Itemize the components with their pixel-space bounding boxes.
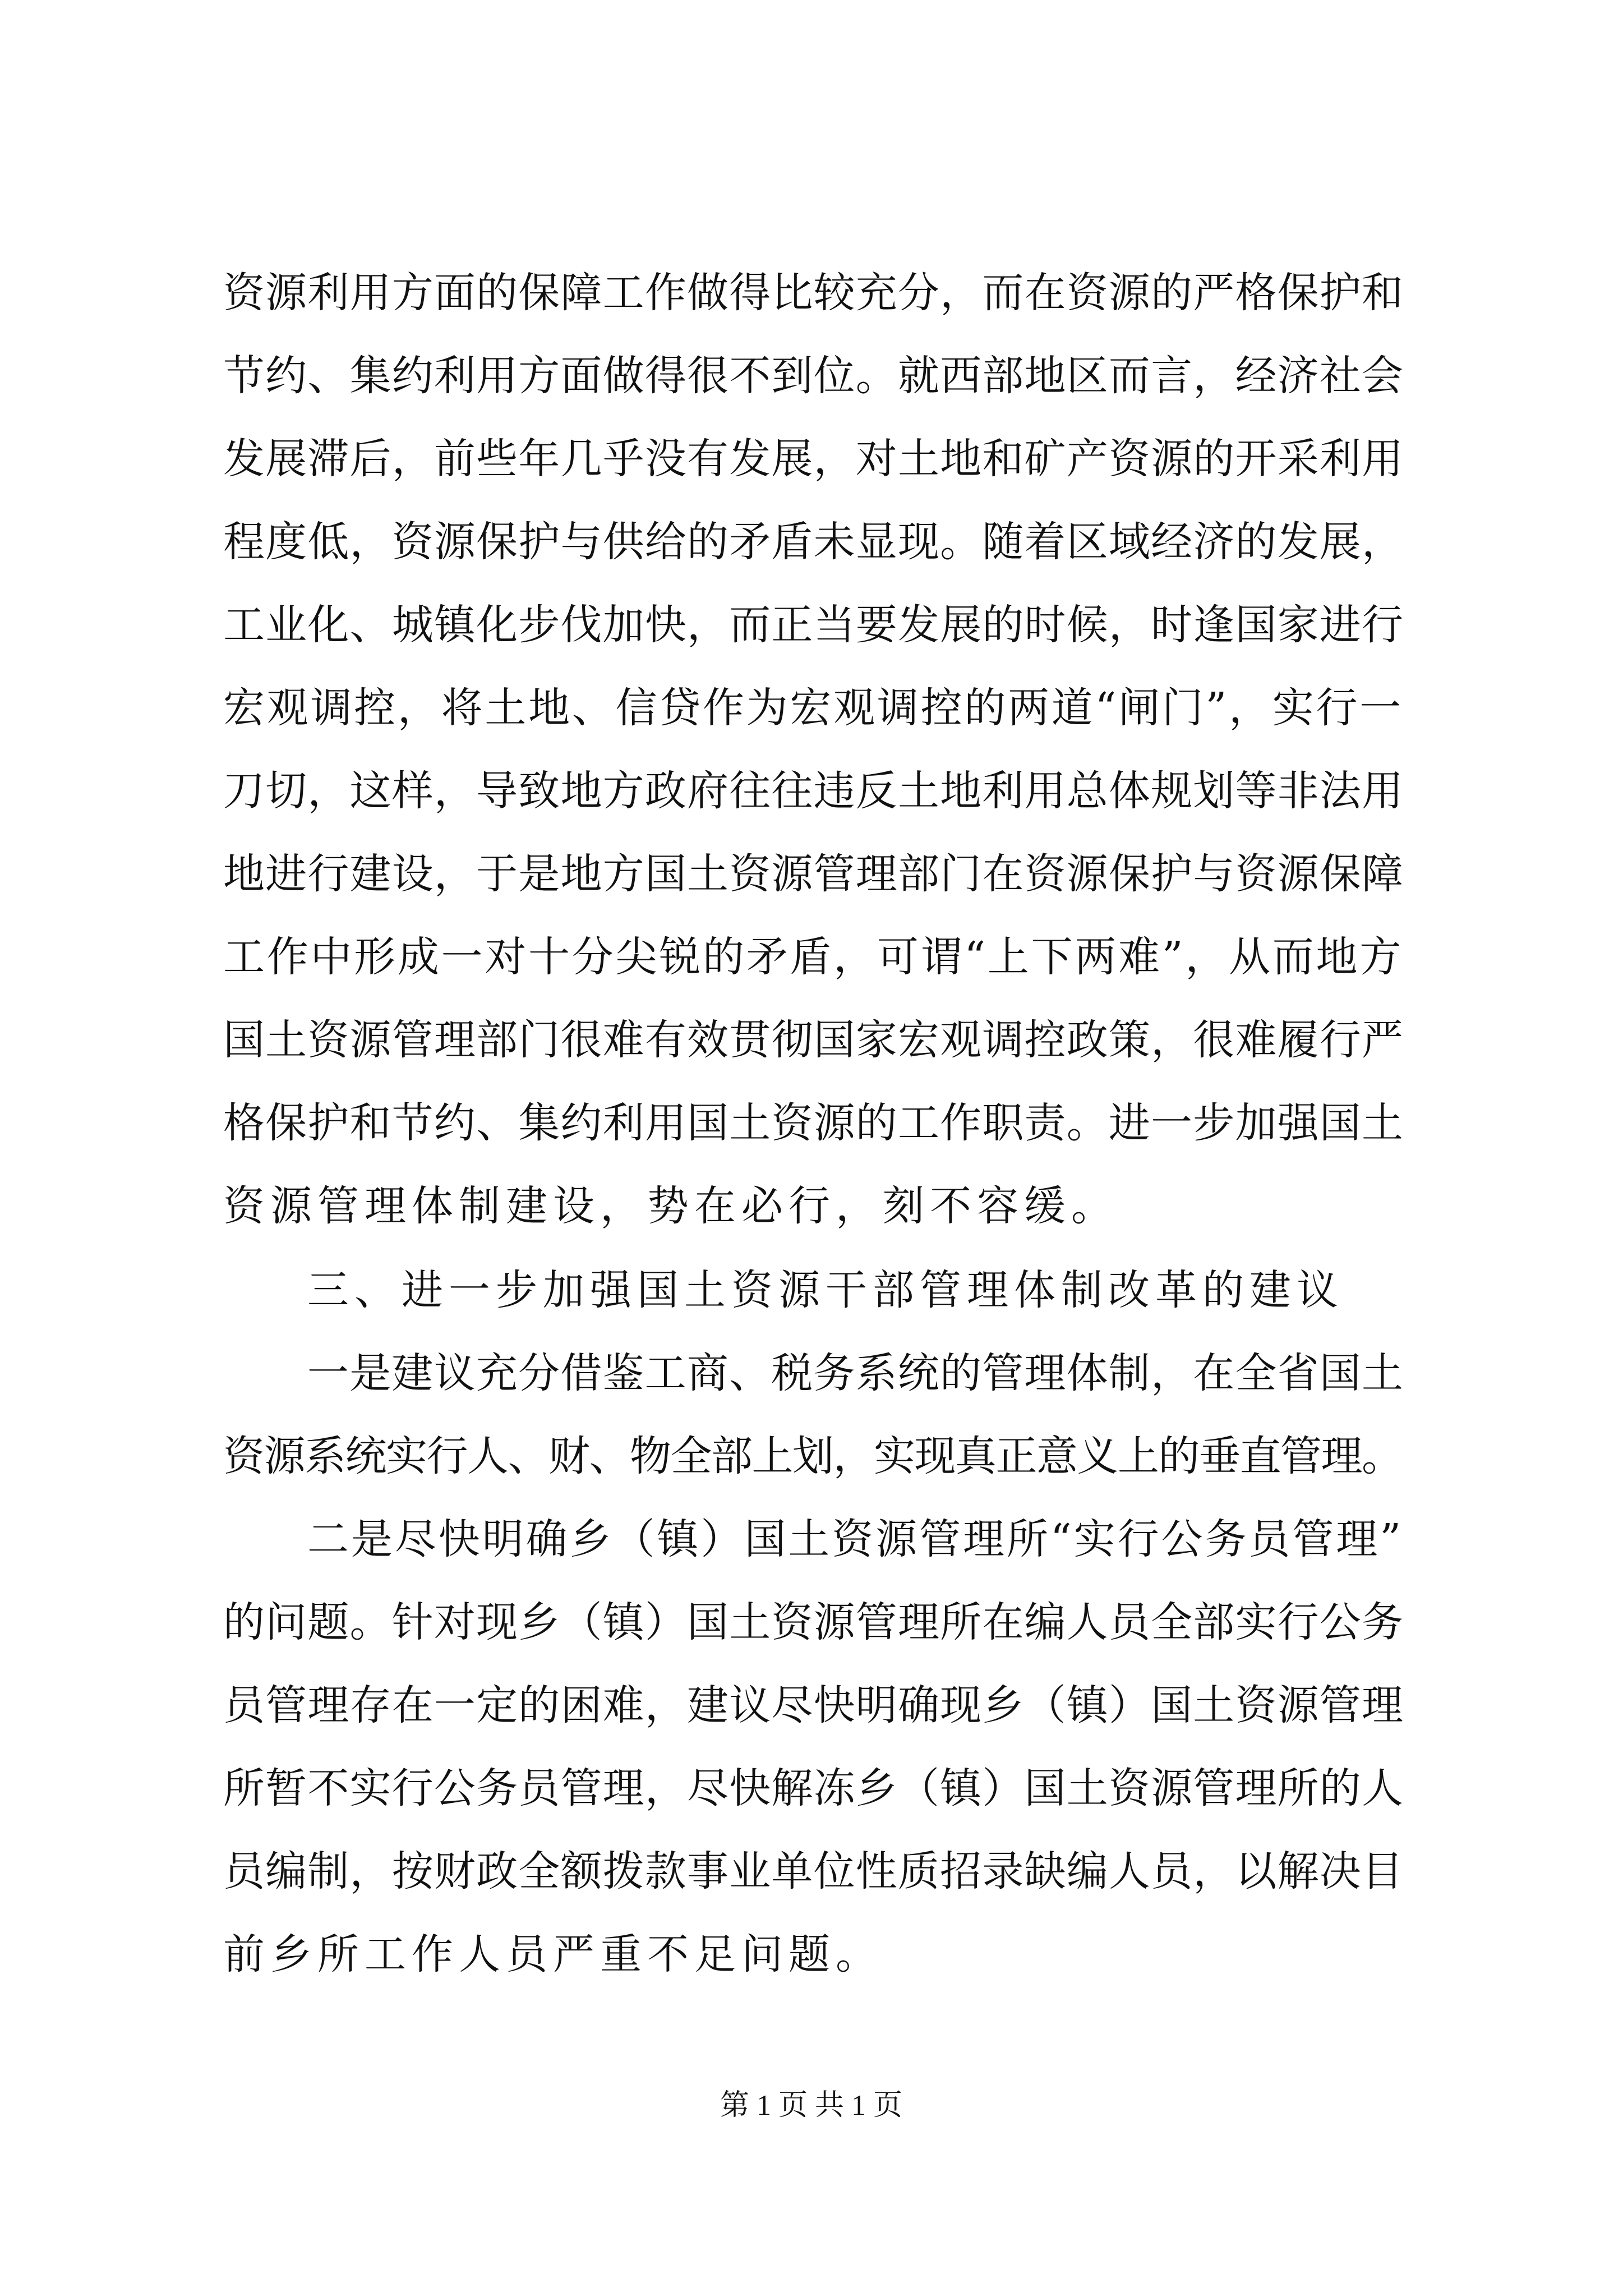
text-line: 节约、集约利用方面做得很不到位。就西部地区而言，经济社会: [223, 352, 1404, 400]
text-line: 国土资源管理部门很难有效贯彻国家宏观调控政策，很难履行严: [223, 1016, 1404, 1064]
text-line: 刀切，这样，导致地方政府往往违反土地利用总体规划等非法用: [223, 767, 1404, 815]
page-number-footer: 第 1 页 共 1 页: [720, 2090, 903, 2122]
text-line: 员编制，按财政全额拨款事业单位性质招录缺编人员，以解决目: [223, 1847, 1404, 1895]
text-line: 资源管理体制建设，势在必行，刻不容缓。: [223, 1182, 1118, 1230]
section-heading: 三、进一步加强国土资源干部管理体制改革的建议: [307, 1266, 1344, 1314]
text-line: 一是建议充分借鉴工商、税务系统的管理体制，在全省国土: [307, 1349, 1404, 1397]
text-line: 程度低，资源保护与供给的矛盾未显现。随着区域经济的发展，: [223, 518, 1404, 566]
text-line: 的问题。针对现乡（镇）国土资源管理所在编人员全部实行公务: [223, 1598, 1404, 1646]
text-line: 宏观调控，将土地、信贷作为宏观调控的两道“闸门”，实行一: [223, 684, 1403, 732]
text-line: 地进行建设，于是地方国土资源管理部门在资源保护与资源保障: [223, 850, 1404, 898]
text-line: 资源利用方面的保障工作做得比较充分，而在资源的严格保护和: [223, 269, 1404, 317]
text-line: 资源系统实行人、财、物全部上划，实现真正意义上的垂直管理。: [223, 1432, 1403, 1480]
text-line: 前乡所工作人员严重不足问题。: [223, 1930, 883, 1978]
text-line: 发展滞后，前些年几乎没有发展，对土地和矿产资源的开采利用: [223, 435, 1404, 483]
text-line: 工业化、城镇化步伐加快，而正当要发展的时候，时逢国家进行: [223, 601, 1404, 649]
text-line: 格保护和节约、集约利用国土资源的工作职责。进一步加强国土: [223, 1099, 1404, 1147]
text-line: 工作中形成一对十分尖锐的矛盾，可谓“上下两难”，从而地方: [223, 933, 1403, 981]
text-line: 员管理存在一定的困难，建议尽快明确现乡（镇）国土资源管理: [223, 1681, 1404, 1729]
text-line: 二是尽快明确乡（镇）国土资源管理所“实行公务员管理”: [307, 1515, 1403, 1563]
text-line: 所暂不实行公务员管理，尽快解冻乡（镇）国土资源管理所的人: [223, 1764, 1404, 1812]
